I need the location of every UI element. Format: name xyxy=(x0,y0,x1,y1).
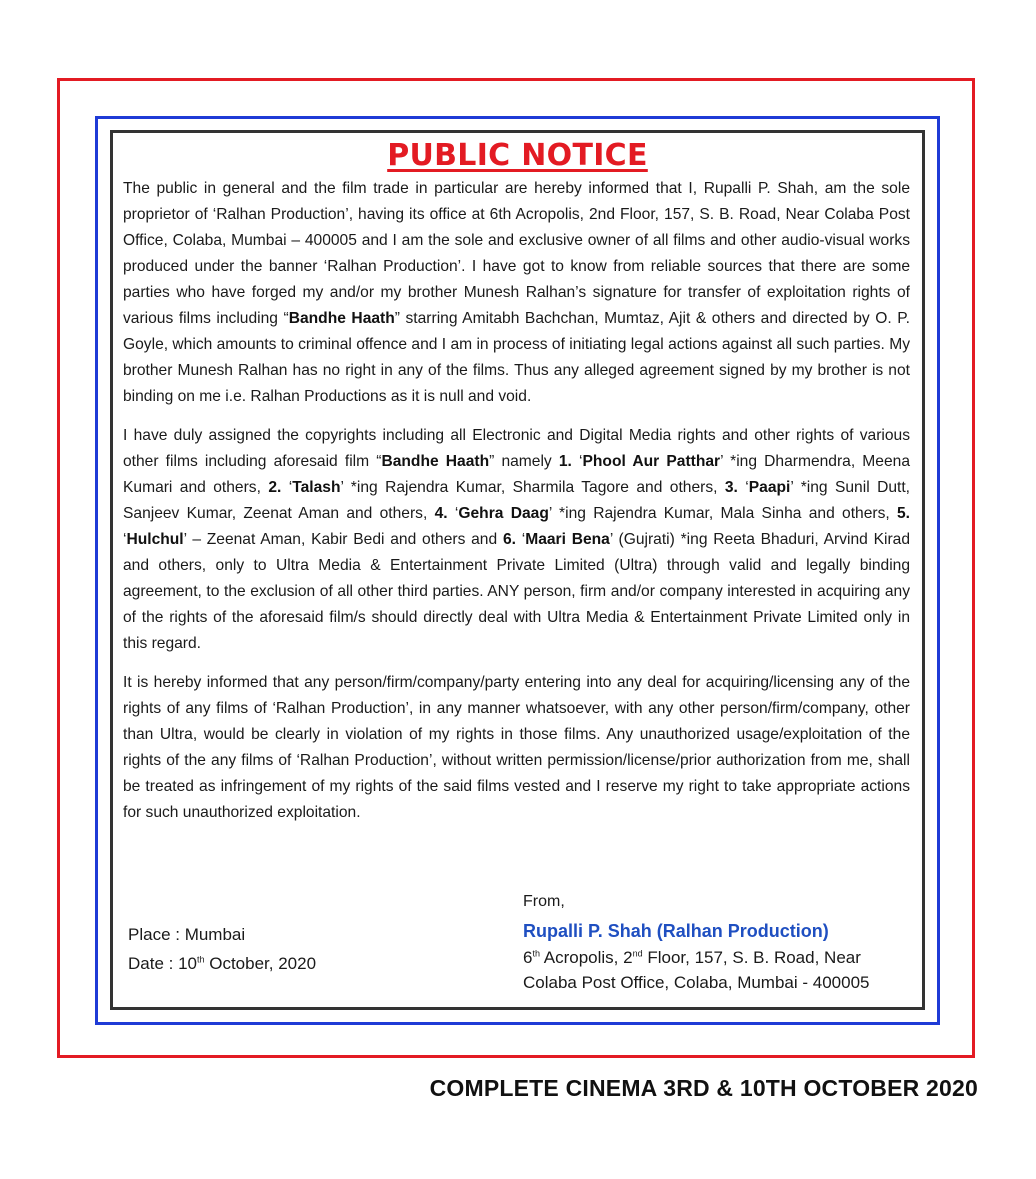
place-line: Place : Mumbai xyxy=(128,925,246,944)
item-number: 6. xyxy=(502,531,516,548)
notice-title: PUBLIC NOTICE xyxy=(387,138,648,173)
paragraph-1: The public in general and the film trade in particular are hereby informed that I, Rupalli P. Shah, am the sole proprietor of ‘Ralhan Production’, having its office at 6th Acropolis, 2nd Floor, 157, S. B. Road, Near Colaba Post Office, Colaba, Mumbai – 400005 and I am the sole and exclusive owner of all films and other audio-visual works produced under the banner ‘Ralhan Production’. I have got to know from reliable sources that there are some parties who have forged my and/or my brother Munesh Ralhan’s signature for transfer of exploitation rights of various films including “Bandhe Haath” starring Amitabh Bachchan, Mumtaz, Ajit & others and directed by O. P. Goyle, which amounts to criminal offence and I am in process of initiating legal actions against all such parties. My brother Munesh Ralhan has no right in any of the films. Thus any alleged agreement signed by my brother is not binding on me i.e. Ralhan Productions as it is null and void. xyxy=(123,180,910,405)
sender-address-line-1: 6th Acropolis, 2nd Floor, 157, S. B. Road, Near xyxy=(523,948,861,967)
date-line: Date : 10th October, 2020 xyxy=(128,954,317,973)
film-title: Paapi xyxy=(748,479,791,496)
film-title: Talash xyxy=(292,479,341,496)
item-number: 5. xyxy=(897,505,911,522)
item-number: 3. xyxy=(724,479,738,496)
publication-footer: COMPLETE CINEMA 3RD & 10TH OCTOBER 2020 xyxy=(429,1075,978,1101)
item-number: 4. xyxy=(434,505,448,522)
paragraph-2: I have duly assigned the copyrights including all Electronic and Digital Media rights and other rights of various other films including aforesaid film “Bandhe Haath” namely 1. ‘Phool Aur Patthar’ *ing Dharmendra, Meena Kumari and others, 2. ‘Talash’ *ing Rajendra Kumar, Sharmila Tagore and others, 3. ‘Paapi’ *ing Sunil Dutt, Sanjeev Kumar, Zeenat Aman and others, 4. ‘Gehra Daag’ *ing Rajendra Kumar, Mala Sinha and others, 5. ‘Hulchul’ – Zeenat Aman, Kabir Bedi and others and 6. ‘Maari Bena’ (Gujrati) *ing Reeta Bhaduri, Arvind Kirad and others, only to Ultra Media & Entertainment Private Limited (Ultra) through valid and legally binding agreement, to the exclusion of all other third parties. ANY person, firm and/or company interested in acquiring any of the rights of the aforesaid film/s should directly deal with Ultra Media & Entertainment Private Limited only in this regard. xyxy=(123,427,911,652)
sender-address-line-2: Colaba Post Office, Colaba, Mumbai - 400005 xyxy=(523,973,870,992)
film-title: Gehra Daag xyxy=(458,505,549,522)
sender-name: Rupalli P. Shah (Ralhan Production) xyxy=(523,921,829,941)
item-number: 2. xyxy=(268,479,282,496)
from-label: From, xyxy=(523,893,565,910)
film-title: Bandhe Haath xyxy=(381,453,490,470)
item-number: 1. xyxy=(558,453,572,470)
film-title: Maari Bena xyxy=(525,531,610,548)
notice-body xyxy=(123,176,910,839)
film-title: Phool Aur Patthar xyxy=(582,453,721,470)
film-title: Bandhe Haath xyxy=(288,310,395,327)
paragraph-3: It is hereby informed that any person/firm/company/party entering into any deal for acquiring/licensing any of the rights of any films of ‘Ralhan Production’, in any manner whatsoever, with any other person/firm/company, other than Ultra, would be clearly in violation of my rights in those films. Any unauthorized usage/exploitation of the rights of the any films of ‘Ralhan Production’, without written permission/license/prior authorization from me, shall be treated as infringement of my rights of the said films vested and I reserve my right to take appropriate actions for such unauthorized exploitation. xyxy=(123,674,910,821)
film-title: Hulchul xyxy=(126,531,184,548)
